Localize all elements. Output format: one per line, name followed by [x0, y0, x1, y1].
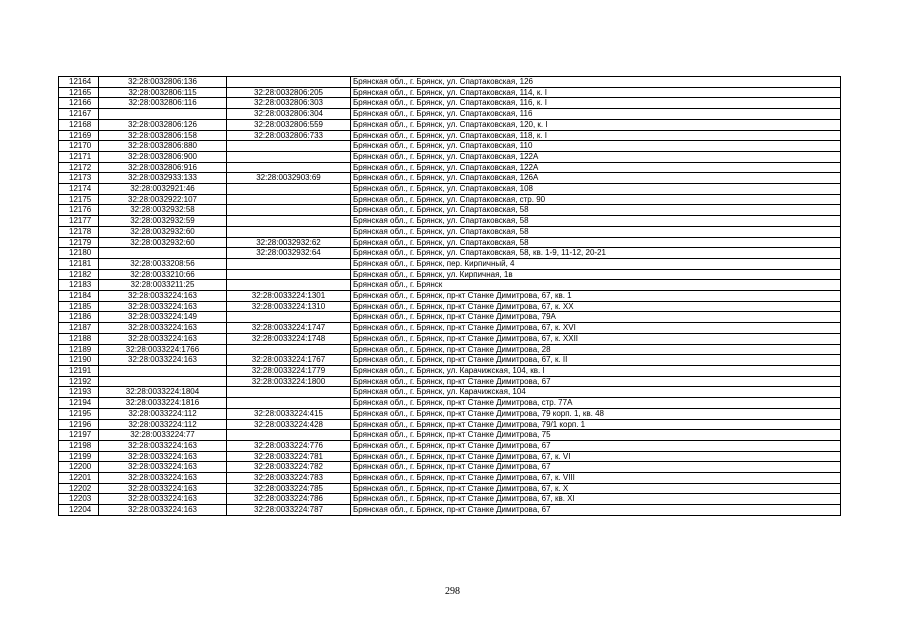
object-number-cell: 32:28:0032932:62 — [227, 237, 351, 248]
cadastral-number-cell — [99, 109, 227, 120]
object-number-cell: 32:28:0033224:785 — [227, 483, 351, 494]
table-row — [59, 205, 841, 216]
object-number-cell: 32:28:0033224:1800 — [227, 376, 351, 387]
object-number-cell — [227, 205, 351, 216]
table-row — [59, 237, 841, 248]
address-cell: Брянская обл., г. Брянск, ул. Спартаковская, 122А — [351, 151, 841, 162]
table-row — [59, 483, 841, 494]
row-number-cell: 12198 — [59, 440, 99, 451]
row-number-cell: 12203 — [59, 494, 99, 505]
address-cell: Брянская обл., г. Брянск, пер. Кирпичный, 4 — [351, 258, 841, 269]
table-row — [59, 365, 841, 376]
address-cell: Брянская обл., г. Брянск, ул. Спартаковская, 58 — [351, 216, 841, 227]
object-number-cell: 32:28:0032806:303 — [227, 98, 351, 109]
object-number-cell: 32:28:0033224:781 — [227, 451, 351, 462]
object-number-cell: 32:28:0033224:1767 — [227, 355, 351, 366]
table-row — [59, 440, 841, 451]
cadastral-number-cell: 32:28:0032932:60 — [99, 226, 227, 237]
object-number-cell — [227, 226, 351, 237]
object-number-cell: 32:28:0033224:1747 — [227, 323, 351, 334]
row-number-cell: 12197 — [59, 430, 99, 441]
table-row — [59, 130, 841, 141]
cadastral-number-cell: 32:28:0032806:880 — [99, 141, 227, 152]
table-row — [59, 151, 841, 162]
table-row — [59, 451, 841, 462]
object-number-cell: 32:28:0033224:787 — [227, 505, 351, 516]
address-cell: Брянская обл., г. Брянск, ул. Спартаковская, 118, к. I — [351, 130, 841, 141]
object-number-cell: 32:28:0033224:1748 — [227, 333, 351, 344]
object-number-cell: 32:28:0032806:733 — [227, 130, 351, 141]
cadastral-number-cell: 32:28:0032806:900 — [99, 151, 227, 162]
table-row — [59, 333, 841, 344]
table-row — [59, 184, 841, 195]
row-number-cell: 12201 — [59, 473, 99, 484]
object-number-cell: 32:28:0032806:559 — [227, 119, 351, 130]
cadastral-number-cell: 32:28:0033224:1804 — [99, 387, 227, 398]
cadastral-number-cell: 32:28:0033211:25 — [99, 280, 227, 291]
address-cell: Брянская обл., г. Брянск, пр-кт Станке Димитрова, 67, к. XX — [351, 301, 841, 312]
address-cell: Брянская обл., г. Брянск, пр-кт Станке Димитрова, 67, к. VI — [351, 451, 841, 462]
table-row — [59, 344, 841, 355]
table-row — [59, 194, 841, 205]
table-row — [59, 355, 841, 366]
object-number-cell: 32:28:0033224:1301 — [227, 291, 351, 302]
row-number-cell: 12200 — [59, 462, 99, 473]
row-number-cell: 12199 — [59, 451, 99, 462]
table-row — [59, 494, 841, 505]
cadastral-number-cell — [99, 248, 227, 259]
cadastral-number-cell: 32:28:0033224:112 — [99, 408, 227, 419]
table-row — [59, 323, 841, 334]
row-number-cell: 12188 — [59, 333, 99, 344]
row-number-cell: 12169 — [59, 130, 99, 141]
cadastral-number-cell: 32:28:0032806:126 — [99, 119, 227, 130]
table-row — [59, 312, 841, 323]
address-cell: Брянская обл., г. Брянск, пр-кт Станке Димитрова, 79 корп. 1, кв. 48 — [351, 408, 841, 419]
cadastral-number-cell: 32:28:0032932:59 — [99, 216, 227, 227]
object-number-cell — [227, 344, 351, 355]
address-cell: Брянская обл., г. Брянск — [351, 280, 841, 291]
cadastral-number-cell: 32:28:0033224:163 — [99, 355, 227, 366]
address-cell: Брянская обл., г. Брянск, пр-кт Станке Димитрова, 67, к. XXII — [351, 333, 841, 344]
table-row — [59, 98, 841, 109]
row-number-cell: 12179 — [59, 237, 99, 248]
row-number-cell: 12167 — [59, 109, 99, 120]
object-number-cell: 32:28:0032932:64 — [227, 248, 351, 259]
table-row — [59, 376, 841, 387]
address-cell: Брянская обл., г. Брянск, ул. Спартаковская, 110 — [351, 141, 841, 152]
table-row — [59, 162, 841, 173]
object-number-cell — [227, 184, 351, 195]
cadastral-number-cell: 32:28:0033224:163 — [99, 323, 227, 334]
page-number: 298 — [445, 586, 460, 597]
object-number-cell: 32:28:0032806:205 — [227, 87, 351, 98]
address-cell: Брянская обл., г. Брянск, пр-кт Станке Димитрова, 67, кв. 1 — [351, 291, 841, 302]
table-row — [59, 473, 841, 484]
address-cell: Брянская обл., г. Брянск, ул. Кирпичная, 1в — [351, 269, 841, 280]
object-number-cell — [227, 162, 351, 173]
object-number-cell: 32:28:0032903:69 — [227, 173, 351, 184]
address-cell: Брянская обл., г. Брянск, ул. Карачижская, 104 — [351, 387, 841, 398]
row-number-cell: 12190 — [59, 355, 99, 366]
cadastral-number-cell: 32:28:0033224:163 — [99, 291, 227, 302]
row-number-cell: 12171 — [59, 151, 99, 162]
row-number-cell: 12180 — [59, 248, 99, 259]
cadastral-number-cell: 32:28:0033224:149 — [99, 312, 227, 323]
row-number-cell: 12168 — [59, 119, 99, 130]
row-number-cell: 12181 — [59, 258, 99, 269]
row-number-cell: 12196 — [59, 419, 99, 430]
address-cell: Брянская обл., г. Брянск, ул. Спартаковская, 58 — [351, 237, 841, 248]
table-row — [59, 77, 841, 88]
object-number-cell: 32:28:0032806:304 — [227, 109, 351, 120]
address-cell: Брянская обл., г. Брянск, ул. Спартаковская, стр. 90 — [351, 194, 841, 205]
object-number-cell: 32:28:0033224:1779 — [227, 365, 351, 376]
row-number-cell: 12170 — [59, 141, 99, 152]
row-number-cell: 12187 — [59, 323, 99, 334]
table-row — [59, 248, 841, 259]
cadastral-number-cell: 32:28:0033224:163 — [99, 462, 227, 473]
row-number-cell: 12178 — [59, 226, 99, 237]
cadastral-number-cell: 32:28:0032932:58 — [99, 205, 227, 216]
row-number-cell: 12184 — [59, 291, 99, 302]
cadastral-number-cell: 32:28:0033224:163 — [99, 505, 227, 516]
table-row — [59, 301, 841, 312]
table-row — [59, 141, 841, 152]
address-cell: Брянская обл., г. Брянск, пр-кт Станке Димитрова, 67 — [351, 505, 841, 516]
address-cell: Брянская обл., г. Брянск, ул. Спартаковская, 126А — [351, 173, 841, 184]
address-cell: Брянская обл., г. Брянск, пр-кт Станке Димитрова, 75 — [351, 430, 841, 441]
object-number-cell — [227, 258, 351, 269]
row-number-cell: 12166 — [59, 98, 99, 109]
cadastral-number-cell: 32:28:0033224:77 — [99, 430, 227, 441]
cadastral-number-cell: 32:28:0033224:163 — [99, 473, 227, 484]
cadastral-number-cell: 32:28:0033224:1816 — [99, 398, 227, 409]
cadastral-number-cell: 32:28:0032806:158 — [99, 130, 227, 141]
address-cell: Брянская обл., г. Брянск, ул. Спартаковская, 116 — [351, 109, 841, 120]
address-cell: Брянская обл., г. Брянск, пр-кт Станке Димитрова, 67 — [351, 462, 841, 473]
table-row — [59, 419, 841, 430]
object-number-cell — [227, 387, 351, 398]
address-cell: Брянская обл., г. Брянск, ул. Карачижская, 104, кв. I — [351, 365, 841, 376]
table-row — [59, 119, 841, 130]
object-number-cell: 32:28:0033224:776 — [227, 440, 351, 451]
cadastral-number-cell: 32:28:0032806:136 — [99, 77, 227, 88]
cadastral-number-cell: 32:28:0033224:163 — [99, 451, 227, 462]
object-number-cell — [227, 216, 351, 227]
table-row — [59, 87, 841, 98]
row-number-cell: 12176 — [59, 205, 99, 216]
table-row — [59, 258, 841, 269]
row-number-cell: 12164 — [59, 77, 99, 88]
cadastral-number-cell — [99, 376, 227, 387]
table-row — [59, 462, 841, 473]
table-row — [59, 269, 841, 280]
row-number-cell: 12186 — [59, 312, 99, 323]
object-number-cell — [227, 141, 351, 152]
row-number-cell: 12204 — [59, 505, 99, 516]
object-number-cell — [227, 269, 351, 280]
cadastral-number-cell: 32:28:0033208:56 — [99, 258, 227, 269]
cadastral-number-cell: 32:28:0033224:112 — [99, 419, 227, 430]
address-cell: Брянская обл., г. Брянск, пр-кт Станке Димитрова, стр. 77А — [351, 398, 841, 409]
address-cell: Брянская обл., г. Брянск, пр-кт Станке Димитрова, 67, кв. XI — [351, 494, 841, 505]
registry-table-body — [59, 77, 841, 516]
registry-table — [58, 76, 841, 516]
row-number-cell: 12194 — [59, 398, 99, 409]
row-number-cell: 12182 — [59, 269, 99, 280]
address-cell: Брянская обл., г. Брянск, ул. Спартаковская, 120, к. I — [351, 119, 841, 130]
address-cell: Брянская обл., г. Брянск, ул. Спартаковская, 58, кв. 1-9, 11-12, 20-21 — [351, 248, 841, 259]
cadastral-number-cell: 32:28:0032933:133 — [99, 173, 227, 184]
table-row — [59, 226, 841, 237]
cadastral-number-cell: 32:28:0033210:66 — [99, 269, 227, 280]
cadastral-number-cell: 32:28:0033224:1766 — [99, 344, 227, 355]
object-number-cell — [227, 194, 351, 205]
cadastral-number-cell: 32:28:0032921:46 — [99, 184, 227, 195]
object-number-cell — [227, 280, 351, 291]
address-cell: Брянская обл., г. Брянск, ул. Спартаковская, 122А — [351, 162, 841, 173]
cadastral-number-cell: 32:28:0032932:60 — [99, 237, 227, 248]
object-number-cell — [227, 398, 351, 409]
address-cell: Брянская обл., г. Брянск, ул. Спартаковская, 114, к. I — [351, 87, 841, 98]
table-row — [59, 216, 841, 227]
object-number-cell — [227, 430, 351, 441]
cadastral-number-cell: 32:28:0032806:116 — [99, 98, 227, 109]
address-cell: Брянская обл., г. Брянск, ул. Спартаковская, 126 — [351, 77, 841, 88]
cadastral-number-cell: 32:28:0032922:107 — [99, 194, 227, 205]
row-number-cell: 12174 — [59, 184, 99, 195]
table-row — [59, 280, 841, 291]
object-number-cell: 32:28:0033224:1310 — [227, 301, 351, 312]
address-cell: Брянская обл., г. Брянск, ул. Спартаковская, 108 — [351, 184, 841, 195]
cadastral-number-cell: 32:28:0033224:163 — [99, 440, 227, 451]
cadastral-number-cell: 32:28:0032806:115 — [99, 87, 227, 98]
row-number-cell: 12172 — [59, 162, 99, 173]
address-cell: Брянская обл., г. Брянск, ул. Спартаковская, 116, к. I — [351, 98, 841, 109]
row-number-cell: 12191 — [59, 365, 99, 376]
cadastral-number-cell: 32:28:0033224:163 — [99, 494, 227, 505]
object-number-cell: 32:28:0033224:428 — [227, 419, 351, 430]
row-number-cell: 12165 — [59, 87, 99, 98]
table-row — [59, 430, 841, 441]
row-number-cell: 12183 — [59, 280, 99, 291]
cadastral-number-cell — [99, 365, 227, 376]
object-number-cell: 32:28:0033224:415 — [227, 408, 351, 419]
table-row — [59, 505, 841, 516]
address-cell: Брянская обл., г. Брянск, пр-кт Станке Димитрова, 67, к. VIII — [351, 473, 841, 484]
address-cell: Брянская обл., г. Брянск, пр-кт Станке Димитрова, 67 — [351, 440, 841, 451]
cadastral-number-cell: 32:28:0033224:163 — [99, 483, 227, 494]
row-number-cell: 12192 — [59, 376, 99, 387]
cadastral-number-cell: 32:28:0033224:163 — [99, 333, 227, 344]
row-number-cell: 12185 — [59, 301, 99, 312]
address-cell: Брянская обл., г. Брянск, пр-кт Станке Димитрова, 67, к. II — [351, 355, 841, 366]
object-number-cell — [227, 77, 351, 88]
table-row — [59, 173, 841, 184]
row-number-cell: 12173 — [59, 173, 99, 184]
address-cell: Брянская обл., г. Брянск, пр-кт Станке Димитрова, 67 — [351, 376, 841, 387]
cadastral-number-cell: 32:28:0033224:163 — [99, 301, 227, 312]
object-number-cell: 32:28:0033224:782 — [227, 462, 351, 473]
address-cell: Брянская обл., г. Брянск, пр-кт Станке Димитрова, 79/1 корп. 1 — [351, 419, 841, 430]
cadastral-number-cell: 32:28:0032806:916 — [99, 162, 227, 173]
object-number-cell — [227, 312, 351, 323]
address-cell: Брянская обл., г. Брянск, ул. Спартаковская, 58 — [351, 226, 841, 237]
address-cell: Брянская обл., г. Брянск, пр-кт Станке Димитрова, 28 — [351, 344, 841, 355]
table-row — [59, 387, 841, 398]
row-number-cell: 12202 — [59, 483, 99, 494]
object-number-cell: 32:28:0033224:783 — [227, 473, 351, 484]
address-cell: Брянская обл., г. Брянск, пр-кт Станке Димитрова, 67, к. X — [351, 483, 841, 494]
address-cell: Брянская обл., г. Брянск, ул. Спартаковская, 58 — [351, 205, 841, 216]
row-number-cell: 12195 — [59, 408, 99, 419]
row-number-cell: 12193 — [59, 387, 99, 398]
table-row — [59, 109, 841, 120]
address-cell: Брянская обл., г. Брянск, пр-кт Станке Димитрова, 67, к. XVI — [351, 323, 841, 334]
table-row — [59, 408, 841, 419]
row-number-cell: 12177 — [59, 216, 99, 227]
object-number-cell: 32:28:0033224:786 — [227, 494, 351, 505]
table-row — [59, 398, 841, 409]
row-number-cell: 12189 — [59, 344, 99, 355]
address-cell: Брянская обл., г. Брянск, пр-кт Станке Димитрова, 79А — [351, 312, 841, 323]
object-number-cell — [227, 151, 351, 162]
row-number-cell: 12175 — [59, 194, 99, 205]
table-row — [59, 291, 841, 302]
